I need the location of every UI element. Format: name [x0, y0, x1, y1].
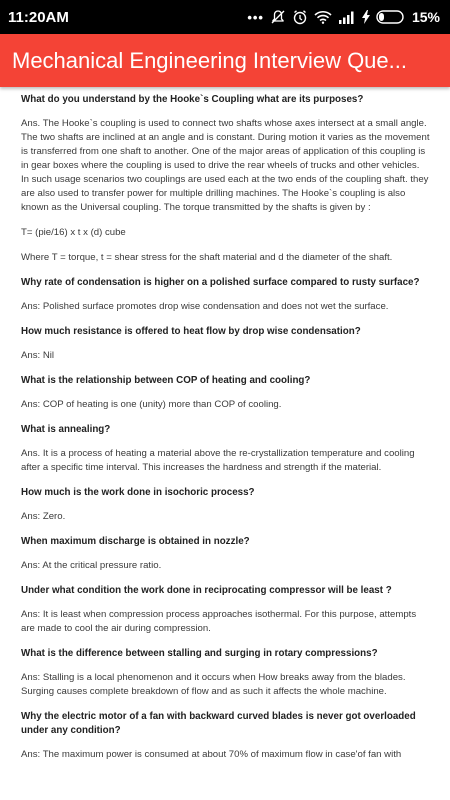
- formula-text: T= (pie/16) x t x (d) cube: [21, 227, 126, 238]
- formula-note-text: Where T = torque, t = shear stress for the shaft material and d the diameter of the shaft.: [21, 252, 393, 263]
- question-text: What is the relationship between COP of heating and cooling?: [21, 375, 311, 386]
- answer-text: Ans: Stalling is a local phenomenon and it occurs when How breaks away from the blades. Surging causes complete breakdown of flow and as such it affects the whole machine.: [21, 672, 406, 697]
- question-text: Why the electric motor of a fan with backward curved blades is never got overloaded under any condition?: [21, 711, 416, 736]
- status-time: 11:20AM: [8, 8, 69, 26]
- battery-icon: [376, 10, 406, 24]
- qa-item: [21, 93, 430, 215]
- answer-text: Ans: At the critical pressure ratio.: [21, 560, 162, 571]
- status-icons: [247, 9, 440, 25]
- signal-icon: [338, 10, 356, 24]
- qa-item: [21, 325, 430, 363]
- qa-item: [21, 423, 430, 475]
- answer-text: Ans: The maximum power is consumed at about 70% of maximum flow in case'of fan with: [21, 749, 402, 760]
- alarm-icon: [292, 9, 308, 25]
- qa-item: [21, 374, 430, 412]
- article-content[interactable]: [0, 87, 450, 800]
- battery-percent: 15%: [411, 9, 440, 25]
- question-text: When maximum discharge is obtained in nozzle?: [21, 536, 250, 547]
- answer-text: Ans: Polished surface promotes drop wise condensation and does not wet the surface.: [21, 301, 389, 312]
- qa-item: [21, 276, 430, 314]
- question-text: How much resistance is offered to heat flow by drop wise condensation?: [21, 326, 361, 337]
- question-text: What is the difference between stalling and surging in rotary compressions?: [21, 648, 378, 659]
- answer-text: Ans: Zero.: [21, 511, 66, 522]
- more-dots-icon: •••: [247, 9, 264, 25]
- qa-item: [21, 535, 430, 573]
- status-bar: [0, 0, 450, 34]
- app-bar: [0, 34, 450, 87]
- answer-text: Ans: Nil: [21, 350, 55, 361]
- app-title: Mechanical Engineering Interview Que...: [12, 47, 407, 73]
- question-text: How much is the work done in isochoric process?: [21, 487, 255, 498]
- answer-text: Ans. The Hooke`s coupling is used to connect two shafts whose axes intersect at a small angle. The two shafts are inclined at an angle and is constant. During motion it varies as the movement is transferred from one shaft to another. One of the major areas of application of this coupling is in gear boxes where the coupling is used to drive the rear wheels of trucks and other vehicles. In such usage scenarios two couplings are used each at the two ends of the coupling shaft. they are also used to transfer power for multiple drilling machines. The Hooke`s coupling is also known as the Universal coupling. The torque transmitted by the shafts is given by :: [21, 118, 430, 213]
- notifications-off-icon: [270, 9, 286, 25]
- answer-text: Ans: It is least when compression process approaches isothermal. For this purpose, attempts are made to cool the air during compression.: [21, 609, 417, 634]
- answer-text: Ans. It is a process of heating a material above the re-crystallization temperature and cooling after a specific time interval. This increases the hardness and strength if the material.: [21, 448, 415, 473]
- wifi-icon: [314, 10, 332, 24]
- charging-bolt-icon: [362, 10, 370, 24]
- qa-item: [21, 647, 430, 699]
- question-text: Under what condition the work done in reciprocating compressor will be least ?: [21, 585, 392, 596]
- question-text: What do you understand by the Hooke`s Coupling what are its purposes?: [21, 94, 364, 105]
- qa-item: [21, 486, 430, 524]
- qa-item: [21, 584, 430, 636]
- answer-text: Ans: COP of heating is one (unity) more than COP of cooling.: [21, 399, 282, 410]
- question-text: Why rate of condensation is higher on a polished surface compared to rusty surface?: [21, 277, 420, 288]
- qa-item: [21, 710, 430, 762]
- question-text: What is annealing?: [21, 424, 111, 435]
